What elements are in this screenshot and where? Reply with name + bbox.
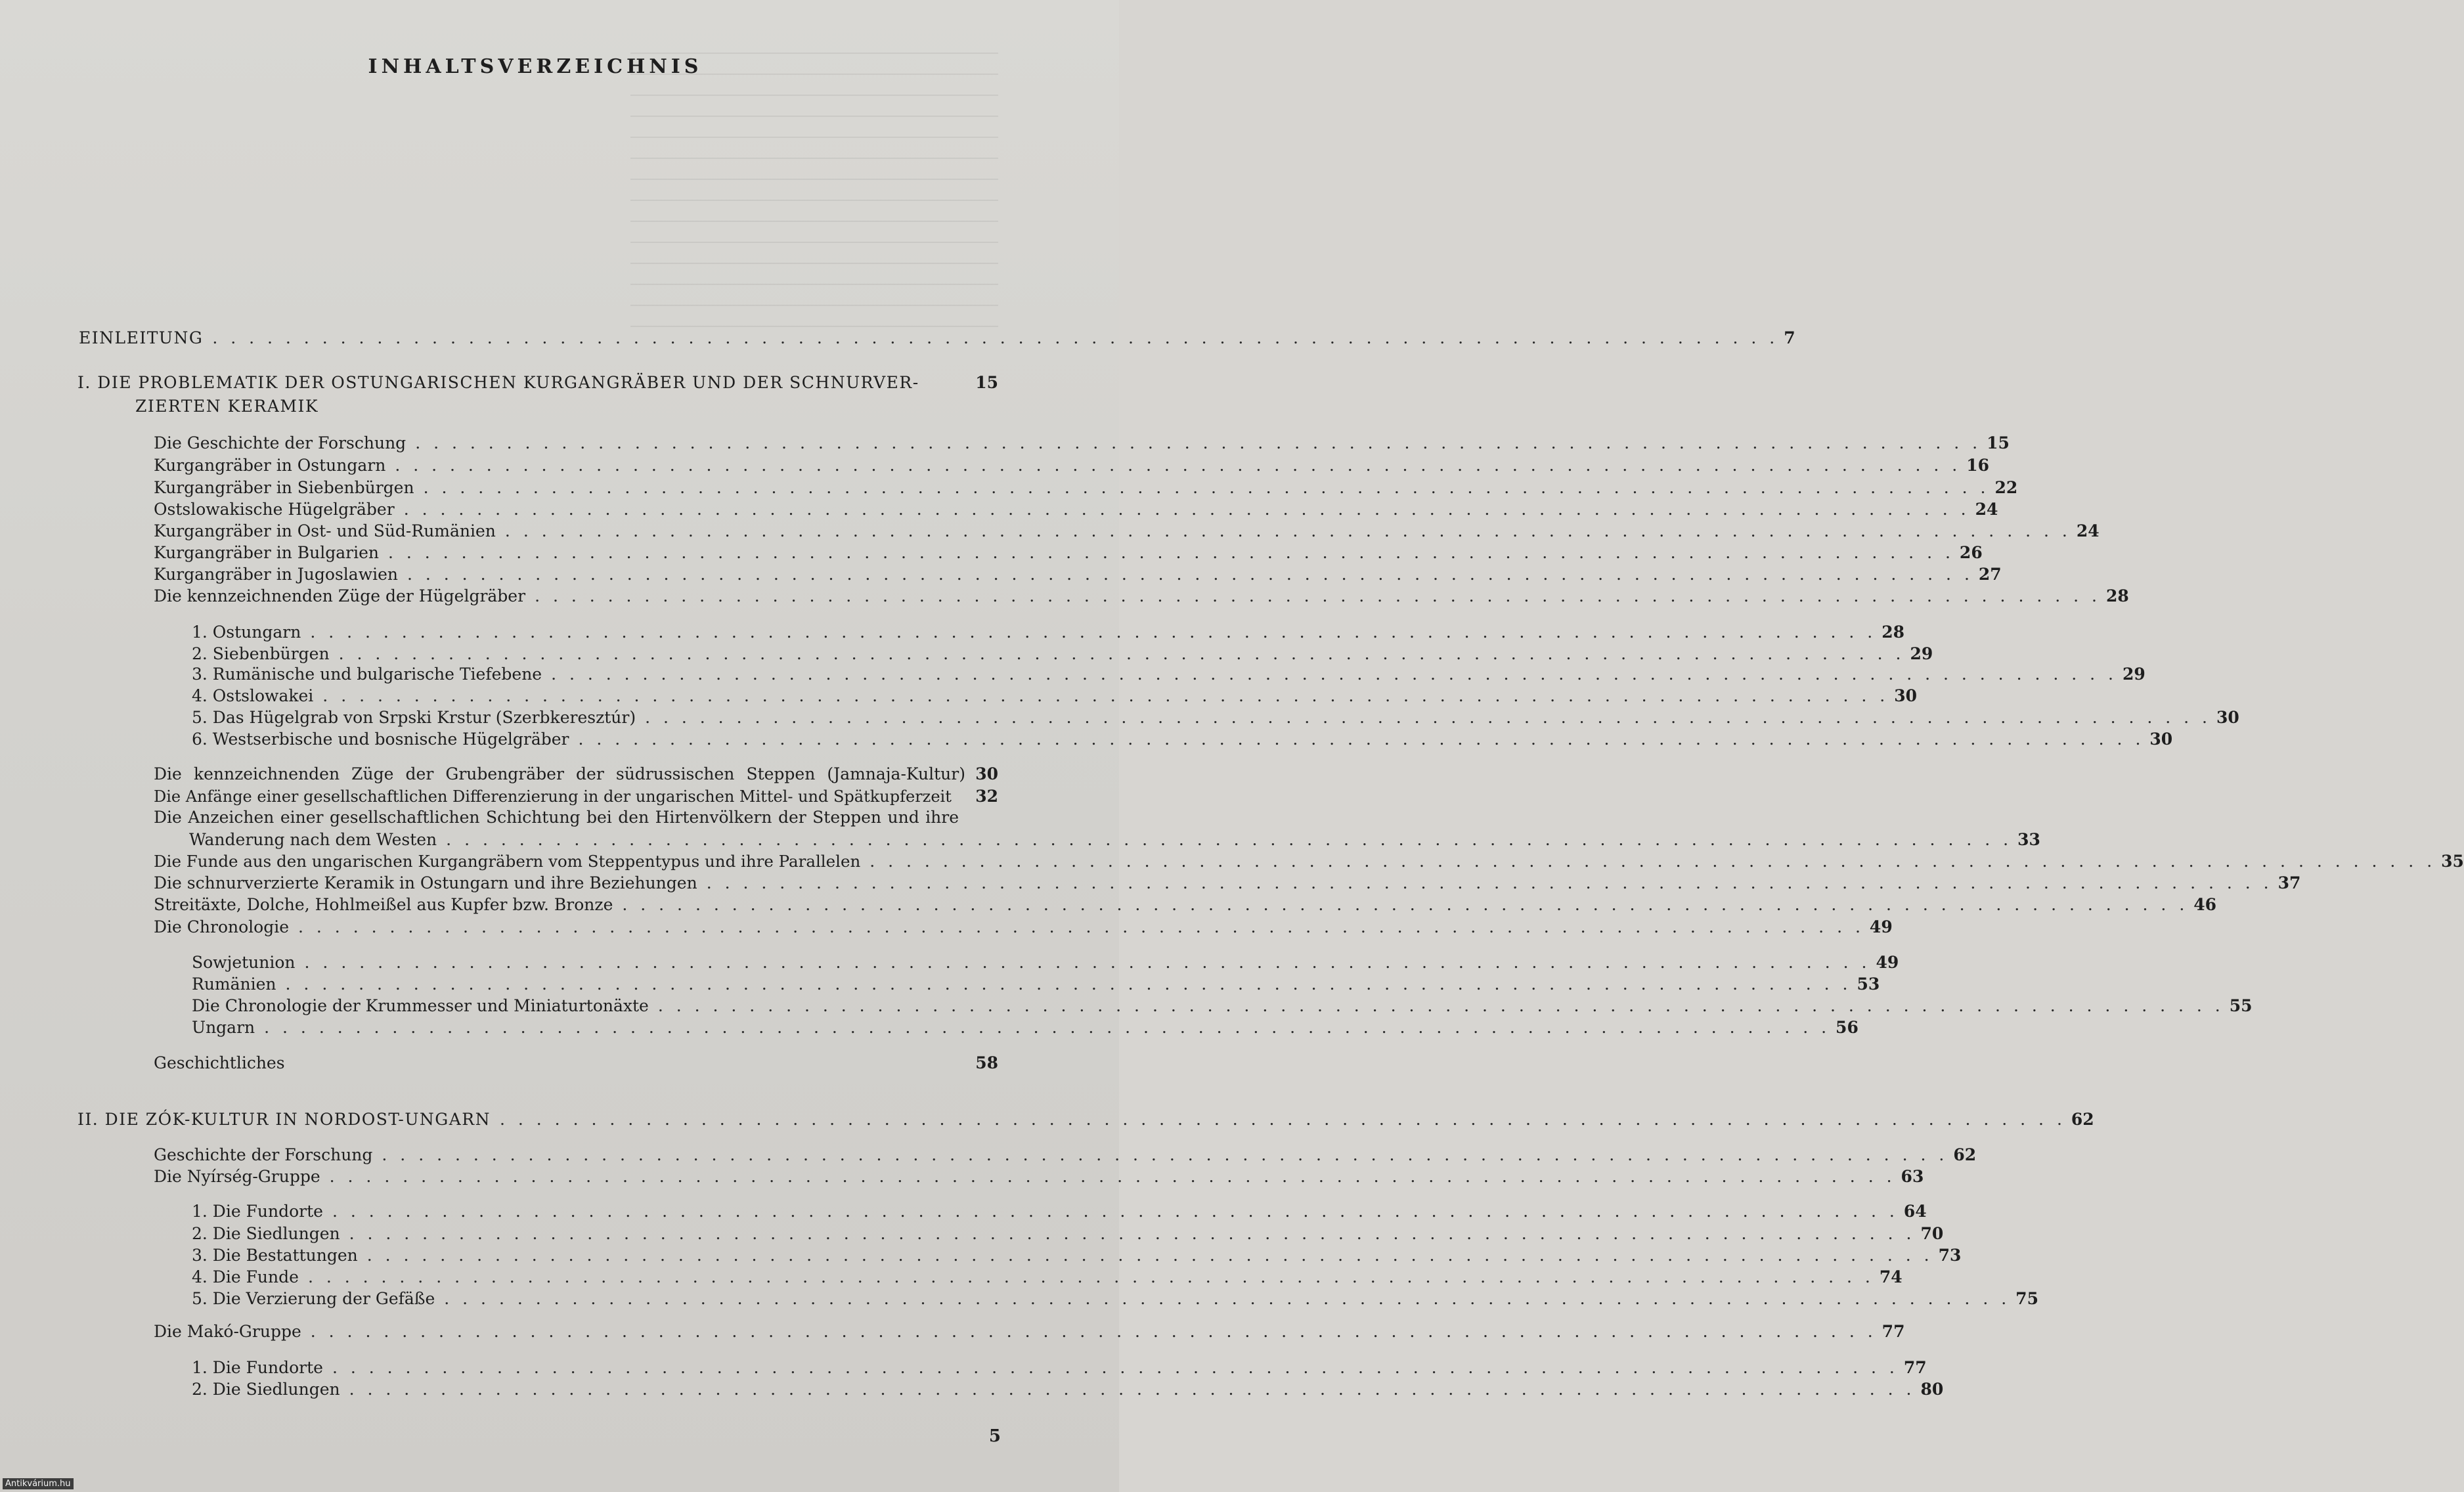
toc-subentry[interactable]: 1. Die Fundorte . . . . . . . . . . . . . . . . . . . . . . . . . . . . . . . . . . . . . . . . . . . . . . . . . . . . . . . . . . . . . . . . . . . . . . . . . . . . . . . . . . . . . . 77 <box>192 1358 1927 1377</box>
leader-dots: . . . . . . . . . . . . . . . . . . . . . . . . . . . . . . . . . . . . . . . . . . . . . . . . . . . . . . . . . . . . . . . . . . . . . . . . . . . . . . . . . . . . . . <box>500 1110 2066 1129</box>
leader-dots: . . . . . . . . . . . . . . . . . . . . . . . . . . . . . . . . . . . . . . . . . . . . . . . . . . . . . . . . . . . . . . . . . . . . . . . . . . . . . . . . . . . . . . <box>706 873 2273 892</box>
leader-dots: . . . . . . . . . . . . . . . . . . . . . . . . . . . . . . . . . . . . . . . . . . . . . . . . . . . . . . . . . . . . . . . . . . . . . . . . . . . . . . . . . . . . . . <box>403 500 1970 519</box>
toc-entry[interactable]: Kurgangräber in Ostungarn . . . . . . . . . . . . . . . . . . . . . . . . . . . . . . . . . . . . . . . . . . . . . . . . . . . . . . . . . . . . . . . . . . . . . . . . . . . . . . . . . . . . . . 16 <box>154 456 1990 475</box>
toc-entry[interactable]: Kurgangräber in Bulgarien . . . . . . . . . . . . . . . . . . . . . . . . . . . . . . . . . . . . . . . . . . . . . . . . . . . . . . . . . . . . . . . . . . . . . . . . . . . . . . . . . . . . . . 26 <box>154 543 1983 562</box>
toc-chapter-2[interactable]: II. DIE ZÓK-KULTUR IN NORDOST-UNGARN . . . . . . . . . . . . . . . . . . . . . . . . . . . . . . . . . . . . . . . . . . . . . . . . . . . . . . . . . . . . . . . . . . . . . . . . . . . . . . . . . . . . . . 62 <box>77 1110 2094 1129</box>
toc-subentry[interactable]: 5. Die Verzierung der Gefäße . . . . . . . . . . . . . . . . . . . . . . . . . . . . . . . . . . . . . . . . . . . . . . . . . . . . . . . . . . . . . . . . . . . . . . . . . . . . . . . . . . . . . . 75 <box>192 1289 2038 1308</box>
toc-entry[interactable]: Kurgangräber in Siebenbürgen . . . . . . . . . . . . . . . . . . . . . . . . . . . . . . . . . . . . . . . . . . . . . . . . . . . . . . . . . . . . . . . . . . . . . . . . . . . . . . . . . . . . . . 22 <box>154 478 2018 497</box>
leader-dots: . . . . . . . . . . . . . . . . . . . . . . . . . . . . . . . . . . . . . . . . . . . . . . . . . . . . . . . . . . . . . . . . . . . . . . . . . . . . . . . . . . . . . . <box>332 1358 1899 1377</box>
toc-subentry[interactable]: 1. Ostungarn . . . . . . . . . . . . . . . . . . . . . . . . . . . . . . . . . . . . . . . . . . . . . . . . . . . . . . . . . . . . . . . . . . . . . . . . . . . . . . . . . . . . . . 28 <box>192 623 1905 642</box>
toc-subentry[interactable]: 3. Rumänische und bulgarische Tiefebene . . . . . . . . . . . . . . . . . . . . . . . . . . . . . . . . . . . . . . . . . . . . . . . . . . . . . . . . . . . . . . . . . . . . . . . . . . . . . . . . . . . . . . 29 <box>192 665 2145 684</box>
toc-subentry[interactable]: Rumänien . . . . . . . . . . . . . . . . . . . . . . . . . . . . . . . . . . . . . . . . . . . . . . . . . . . . . . . . . . . . . . . . . . . . . . . . . . . . . . . . . . . . . . 53 <box>192 975 1880 994</box>
toc-entry[interactable]: Die Geschichte der Forschung . . . . . . . . . . . . . . . . . . . . . . . . . . . . . . . . . . . . . . . . . . . . . . . . . . . . . . . . . . . . . . . . . . . . . . . . . . . . . . . . . . . . . . 15 <box>154 433 2010 452</box>
leader-dots: . . . . . . . . . . . . . . . . . . . . . . . . . . . . . . . . . . . . . . . . . . . . . . . . . . . . . . . . . . . . . . . . . . . . . . . . . . . . . . . . . . . . . . <box>444 1289 2011 1308</box>
toc-subentry[interactable]: 3. Die Bestattungen . . . . . . . . . . . . . . . . . . . . . . . . . . . . . . . . . . . . . . . . . . . . . . . . . . . . . . . . . . . . . . . . . . . . . . . . . . . . . . . . . . . . . . 73 <box>192 1246 1962 1265</box>
leader-dots: . . . . . . . . . . . . . . . . . . . . . . . . . . . . . . . . . . . . . . . . . . . . . . . . . . . . . . . . . . . . . . . . . . . . . . . . . . . . . . . . . . . . . . <box>622 895 2189 914</box>
watermark: Antikvárium.hu <box>3 1478 74 1489</box>
leader-dots: . . . . . . . . . . . . . . . . . . . . . . . . . . . . . . . . . . . . . . . . . . . . . . . . . . . . . . . . . . . . . . . . . . . . . . . . . . . . . . . . . . . . . . <box>212 328 1779 347</box>
leader-dots: . . . . . . . . . . . . . . . . . . . . . . . . . . . . . . . . . . . . . . . . . . . . . . . . . . . . . . . . . . . . . . . . . . . . . . . . . . . . . . . . . . . . . . <box>535 586 2101 605</box>
toc-chapter-1[interactable]: I. DIE PROBLEMATIK DER OSTUNGARISCHEN KURGANGRÄBER UND DER SCHNURVER- 15 <box>77 373 998 392</box>
toc-entry[interactable]: Geschichtliches 58 <box>154 1053 998 1072</box>
toc-entry[interactable]: Kurgangräber in Jugoslawien . . . . . . . . . . . . . . . . . . . . . . . . . . . . . . . . . . . . . . . . . . . . . . . . . . . . . . . . . . . . . . . . . . . . . . . . . . . . . . . . . . . . . . 27 <box>154 565 2002 584</box>
leader-dots: . . . . . . . . . . . . . . . . . . . . . . . . . . . . . . . . . . . . . . . . . . . . . . . . . . . . . . . . . . . . . . . . . . . . . . . . . . . . . . . . . . . . . . <box>366 1246 1933 1265</box>
toc-chapter-1-line2: ZIERTEN KERAMIK <box>135 397 319 416</box>
toc-entry-anzeichen[interactable]: Wanderung nach dem Westen . . . . . . . . . . . . . . . . . . . . . . . . . . . . . . . . . . . . . . . . . . . . . . . . . . . . . . . . . . . . . . . . . . . . . . . . . . . . . . . . . . . . . . 33 <box>189 830 2040 849</box>
toc-entry-einleitung[interactable]: EINLEITUNG . . . . . . . . . . . . . . . . . . . . . . . . . . . . . . . . . . . . . . . . . . . . . . . . . . . . . . . . . . . . . . . . . . . . . . . . . . . . . . . . . . . . . . 7 <box>79 328 1795 347</box>
leader-dots: . . . . . . . . . . . . . . . . . . . . . . . . . . . . . . . . . . . . . . . . . . . . . . . . . . . . . . . . . . . . . . . . . . . . . . . . . . . . . . . . . . . . . . <box>578 730 2145 749</box>
toc-subentry[interactable]: 4. Ostslowakei . . . . . . . . . . . . . . . . . . . . . . . . . . . . . . . . . . . . . . . . . . . . . . . . . . . . . . . . . . . . . . . . . . . . . . . . . . . . . . . . . . . . . . 30 <box>192 686 1917 705</box>
toc-entry[interactable]: Geschichte der Forschung . . . . . . . . . . . . . . . . . . . . . . . . . . . . . . . . . . . . . . . . . . . . . . . . . . . . . . . . . . . . . . . . . . . . . . . . . . . . . . . . . . . . . . 62 <box>154 1145 1977 1164</box>
toc-subentry[interactable]: 6. Westserbische und bosnische Hügelgräber . . . . . . . . . . . . . . . . . . . . . . . . . . . . . . . . . . . . . . . . . . . . . . . . . . . . . . . . . . . . . . . . . . . . . . . . . . . . . . . . . . . . . . 30 <box>192 730 2173 749</box>
toc-entry[interactable]: Die kennzeichnenden Züge der Hügelgräber . . . . . . . . . . . . . . . . . . . . . . . . . . . . . . . . . . . . . . . . . . . . . . . . . . . . . . . . . . . . . . . . . . . . . . . . . . . . . . . . . . . . . . 28 <box>154 586 2129 605</box>
leader-dots: . . . . . . . . . . . . . . . . . . . . . . . . . . . . . . . . . . . . . . . . . . . . . . . . . . . . . . . . . . . . . . . . . . . . . . . . . . . . . . . . . . . . . . <box>382 1145 1948 1164</box>
leader-dots: . . . . . . . . . . . . . . . . . . . . . . . . . . . . . . . . . . . . . . . . . . . . . . . . . . . . . . . . . . . . . . . . . . . . . . . . . . . . . . . . . . . . . . <box>415 433 1982 452</box>
leader-dots: . . . . . . . . . . . . . . . . . . . . . . . . . . . . . . . . . . . . . . . . . . . . . . . . . . . . . . . . . . . . . . . . . . . . . . . . . . . . . . . . . . . . . . <box>407 565 1973 584</box>
leader-dots: . . . . . . . . . . . . . . . . . . . . . . . . . . . . . . . . . . . . . . . . . . . . . . . . . . . . . . . . . . . . . . . . . . . . . . . . . . . . . . . . . . . . . . <box>551 665 2117 684</box>
toc-entry-anzeichen-line1: Die Anzeichen einer gesellschaftlichen Schichtung bei den Hirtenvölkern der Steppen und ihre <box>154 808 959 827</box>
toc-subentry[interactable]: Ungarn . . . . . . . . . . . . . . . . . . . . . . . . . . . . . . . . . . . . . . . . . . . . . . . . . . . . . . . . . . . . . . . . . . . . . . . . . . . . . . . . . . . . . . 56 <box>192 1018 1859 1037</box>
leader-dots: . . . . . . . . . . . . . . . . . . . . . . . . . . . . . . . . . . . . . . . . . . . . . . . . . . . . . . . . . . . . . . . . . . . . . . . . . . . . . . . . . . . . . . <box>349 1224 1916 1243</box>
page-title: INHALTSVERZEICHNIS <box>368 55 703 78</box>
leader-dots: . . . . . . . . . . . . . . . . . . . . . . . . . . . . . . . . . . . . . . . . . . . . . . . . . . . . . . . . . . . . . . . . . . . . . . . . . . . . . . . . . . . . . . <box>388 543 1954 562</box>
leader-dots: . . . . . . . . . . . . . . . . . . . . . . . . . . . . . . . . . . . . . . . . . . . . . . . . . . . . . . . . . . . . . . . . . . . . . . . . . . . . . . . . . . . . . . <box>310 623 1877 642</box>
leader-dots: . . . . . . . . . . . . . . . . . . . . . . . . . . . . . . . . . . . . . . . . . . . . . . . . . . . . . . . . . . . . . . . . . . . . . . . . . . . . . . . . . . . . . . <box>349 1380 1916 1399</box>
toc-entry[interactable]: Die Chronologie . . . . . . . . . . . . . . . . . . . . . . . . . . . . . . . . . . . . . . . . . . . . . . . . . . . . . . . . . . . . . . . . . . . . . . . . . . . . . . . . . . . . . . 49 <box>154 917 1893 936</box>
toc-entry[interactable]: Streitäxte, Dolche, Hohlmeißel aus Kupfer bzw. Bronze . . . . . . . . . . . . . . . . . . . . . . . . . . . . . . . . . . . . . . . . . . . . . . . . . . . . . . . . . . . . . . . . . . . . . . . . . . . . . . . . . . . . . . 46 <box>154 895 2217 914</box>
leader-dots: . . . . . . . . . . . . . . . . . . . . . . . . . . . . . . . . . . . . . . . . . . . . . . . . . . . . . . . . . . . . . . . . . . . . . . . . . . . . . . . . . . . . . . <box>645 708 2212 727</box>
leader-dots: . . . . . . . . . . . . . . . . . . . . . . . . . . . . . . . . . . . . . . . . . . . . . . . . . . . . . . . . . . . . . . . . . . . . . . . . . . . . . . . . . . . . . . <box>322 686 1889 705</box>
leader-dots: . . . . . . . . . . . . . . . . . . . . . . . . . . . . . . . . . . . . . . . . . . . . . . . . . . . . . . . . . . . . . . . . . . . . . . . . . . . . . . . . . . . . . . <box>446 830 2013 849</box>
toc-subentry[interactable]: 4. Die Funde . . . . . . . . . . . . . . . . . . . . . . . . . . . . . . . . . . . . . . . . . . . . . . . . . . . . . . . . . . . . . . . . . . . . . . . . . . . . . . . . . . . . . . 74 <box>192 1267 1903 1286</box>
toc-subentry[interactable]: 2. Die Siedlungen . . . . . . . . . . . . . . . . . . . . . . . . . . . . . . . . . . . . . . . . . . . . . . . . . . . . . . . . . . . . . . . . . . . . . . . . . . . . . . . . . . . . . . 80 <box>192 1380 1944 1399</box>
leader-dots: . . . . . . . . . . . . . . . . . . . . . . . . . . . . . . . . . . . . . . . . . . . . . . . . . . . . . . . . . . . . . . . . . . . . . . . . . . . . . . . . . . . . . . <box>298 917 1864 936</box>
toc-entry[interactable]: Kurgangräber in Ost- und Süd-Rumänien . . . . . . . . . . . . . . . . . . . . . . . . . . . . . . . . . . . . . . . . . . . . . . . . . . . . . . . . . . . . . . . . . . . . . . . . . . . . . . . . . . . . . . 24 <box>154 521 2100 540</box>
toc-entry[interactable]: Die schnurverzierte Keramik in Ostungarn und ihre Beziehungen . . . . . . . . . . . . . . . . . . . . . . . . . . . . . . . . . . . . . . . . . . . . . . . . . . . . . . . . . . . . . . . . . . . . . . . . . . . . . . . . . . . . . . 37 <box>154 873 2301 892</box>
leader-dots: . . . . . . . . . . . . . . . . . . . . . . . . . . . . . . . . . . . . . . . . . . . . . . . . . . . . . . . . . . . . . . . . . . . . . . . . . . . . . . . . . . . . . . <box>869 852 2436 871</box>
toc-entry[interactable]: Die Makó-Gruppe . . . . . . . . . . . . . . . . . . . . . . . . . . . . . . . . . . . . . . . . . . . . . . . . . . . . . . . . . . . . . . . . . . . . . . . . . . . . . . . . . . . . . . 77 <box>154 1322 1905 1341</box>
leader-dots: . . . . . . . . . . . . . . . . . . . . . . . . . . . . . . . . . . . . . . . . . . . . . . . . . . . . . . . . . . . . . . . . . . . . . . . . . . . . . . . . . . . . . . <box>395 456 1962 475</box>
page-number: 5 <box>988 1426 1001 1446</box>
toc-entry[interactable]: Die kennzeichnenden Züge der Grubengräber der südrussischen Steppen (Jamnaja-Kultur) 30 <box>154 764 998 783</box>
toc-subentry[interactable]: 1. Die Fundorte . . . . . . . . . . . . . . . . . . . . . . . . . . . . . . . . . . . . . . . . . . . . . . . . . . . . . . . . . . . . . . . . . . . . . . . . . . . . . . . . . . . . . . 64 <box>192 1202 1927 1221</box>
toc-subentry[interactable]: 2. Die Siedlungen . . . . . . . . . . . . . . . . . . . . . . . . . . . . . . . . . . . . . . . . . . . . . . . . . . . . . . . . . . . . . . . . . . . . . . . . . . . . . . . . . . . . . . 70 <box>192 1224 1944 1243</box>
leader-dots: . . . . . . . . . . . . . . . . . . . . . . . . . . . . . . . . . . . . . . . . . . . . . . . . . . . . . . . . . . . . . . . . . . . . . . . . . . . . . . . . . . . . . . <box>657 996 2224 1015</box>
leader-dots: . . . . . . . . . . . . . . . . . . . . . . . . . . . . . . . . . . . . . . . . . . . . . . . . . . . . . . . . . . . . . . . . . . . . . . . . . . . . . . . . . . . . . . <box>338 644 1905 663</box>
toc-subentry[interactable]: 2. Siebenbürgen . . . . . . . . . . . . . . . . . . . . . . . . . . . . . . . . . . . . . . . . . . . . . . . . . . . . . . . . . . . . . . . . . . . . . . . . . . . . . . . . . . . . . . 29 <box>192 644 1933 663</box>
toc-subentry[interactable]: Sowjetunion . . . . . . . . . . . . . . . . . . . . . . . . . . . . . . . . . . . . . . . . . . . . . . . . . . . . . . . . . . . . . . . . . . . . . . . . . . . . . . . . . . . . . . 49 <box>192 953 1899 972</box>
toc-entry[interactable]: Die Nyírség-Gruppe . . . . . . . . . . . . . . . . . . . . . . . . . . . . . . . . . . . . . . . . . . . . . . . . . . . . . . . . . . . . . . . . . . . . . . . . . . . . . . . . . . . . . . 63 <box>154 1167 1924 1186</box>
show-through-text <box>630 53 998 328</box>
leader-dots: . . . . . . . . . . . . . . . . . . . . . . . . . . . . . . . . . . . . . . . . . . . . . . . . . . . . . . . . . . . . . . . . . . . . . . . . . . . . . . . . . . . . . . <box>423 478 1990 497</box>
toc-entry[interactable]: Ostslowakische Hügelgräber . . . . . . . . . . . . . . . . . . . . . . . . . . . . . . . . . . . . . . . . . . . . . . . . . . . . . . . . . . . . . . . . . . . . . . . . . . . . . . . . . . . . . . 24 <box>154 500 1998 519</box>
leader-dots: . . . . . . . . . . . . . . . . . . . . . . . . . . . . . . . . . . . . . . . . . . . . . . . . . . . . . . . . . . . . . . . . . . . . . . . . . . . . . . . . . . . . . . <box>285 975 1852 994</box>
toc-subentry[interactable]: 5. Das Hügelgrab von Srpski Krstur (Szerbkeresztúr) . . . . . . . . . . . . . . . . . . . . . . . . . . . . . . . . . . . . . . . . . . . . . . . . . . . . . . . . . . . . . . . . . . . . . . . . . . . . . . . . . . . . . . 30 <box>192 708 2239 727</box>
leader-dots: . . . . . . . . . . . . . . . . . . . . . . . . . . . . . . . . . . . . . . . . . . . . . . . . . . . . . . . . . . . . . . . . . . . . . . . . . . . . . . . . . . . . . . <box>310 1322 1877 1341</box>
leader-dots: . . . . . . . . . . . . . . . . . . . . . . . . . . . . . . . . . . . . . . . . . . . . . . . . . . . . . . . . . . . . . . . . . . . . . . . . . . . . . . . . . . . . . . <box>307 1267 1874 1286</box>
leader-dots: . . . . . . . . . . . . . . . . . . . . . . . . . . . . . . . . . . . . . . . . . . . . . . . . . . . . . . . . . . . . . . . . . . . . . . . . . . . . . . . . . . . . . . <box>304 953 1871 972</box>
toc-entry[interactable]: Die Funde aus den ungarischen Kurgangräbern vom Steppentypus und ihre Parallelen . . . . . . . . . . . . . . . . . . . . . . . . . . . . . . . . . . . . . . . . . . . . . . . . . . . . . . . . . . . . . . . . . . . . . . . . . . . . . . . . . . . . . . 35 <box>154 852 2464 871</box>
toc-subentry[interactable]: Die Chronologie der Krummesser und Miniaturtonäxte . . . . . . . . . . . . . . . . . . . . . . . . . . . . . . . . . . . . . . . . . . . . . . . . . . . . . . . . . . . . . . . . . . . . . . . . . . . . . . . . . . . . . . 55 <box>192 996 2253 1015</box>
leader-dots: . . . . . . . . . . . . . . . . . . . . . . . . . . . . . . . . . . . . . . . . . . . . . . . . . . . . . . . . . . . . . . . . . . . . . . . . . . . . . . . . . . . . . . <box>329 1167 1896 1186</box>
leader-dots: . . . . . . . . . . . . . . . . . . . . . . . . . . . . . . . . . . . . . . . . . . . . . . . . . . . . . . . . . . . . . . . . . . . . . . . . . . . . . . . . . . . . . . <box>332 1202 1899 1221</box>
toc-entry[interactable]: Die Anfänge einer gesellschaftlichen Differenzierung in der ungarischen Mittel- und Spätkupferzeit 32 <box>154 787 998 806</box>
leader-dots: . . . . . . . . . . . . . . . . . . . . . . . . . . . . . . . . . . . . . . . . . . . . . . . . . . . . . . . . . . . . . . . . . . . . . . . . . . . . . . . . . . . . . . <box>264 1018 1831 1037</box>
leader-dots: . . . . . . . . . . . . . . . . . . . . . . . . . . . . . . . . . . . . . . . . . . . . . . . . . . . . . . . . . . . . . . . . . . . . . . . . . . . . . . . . . . . . . . <box>504 521 2071 540</box>
